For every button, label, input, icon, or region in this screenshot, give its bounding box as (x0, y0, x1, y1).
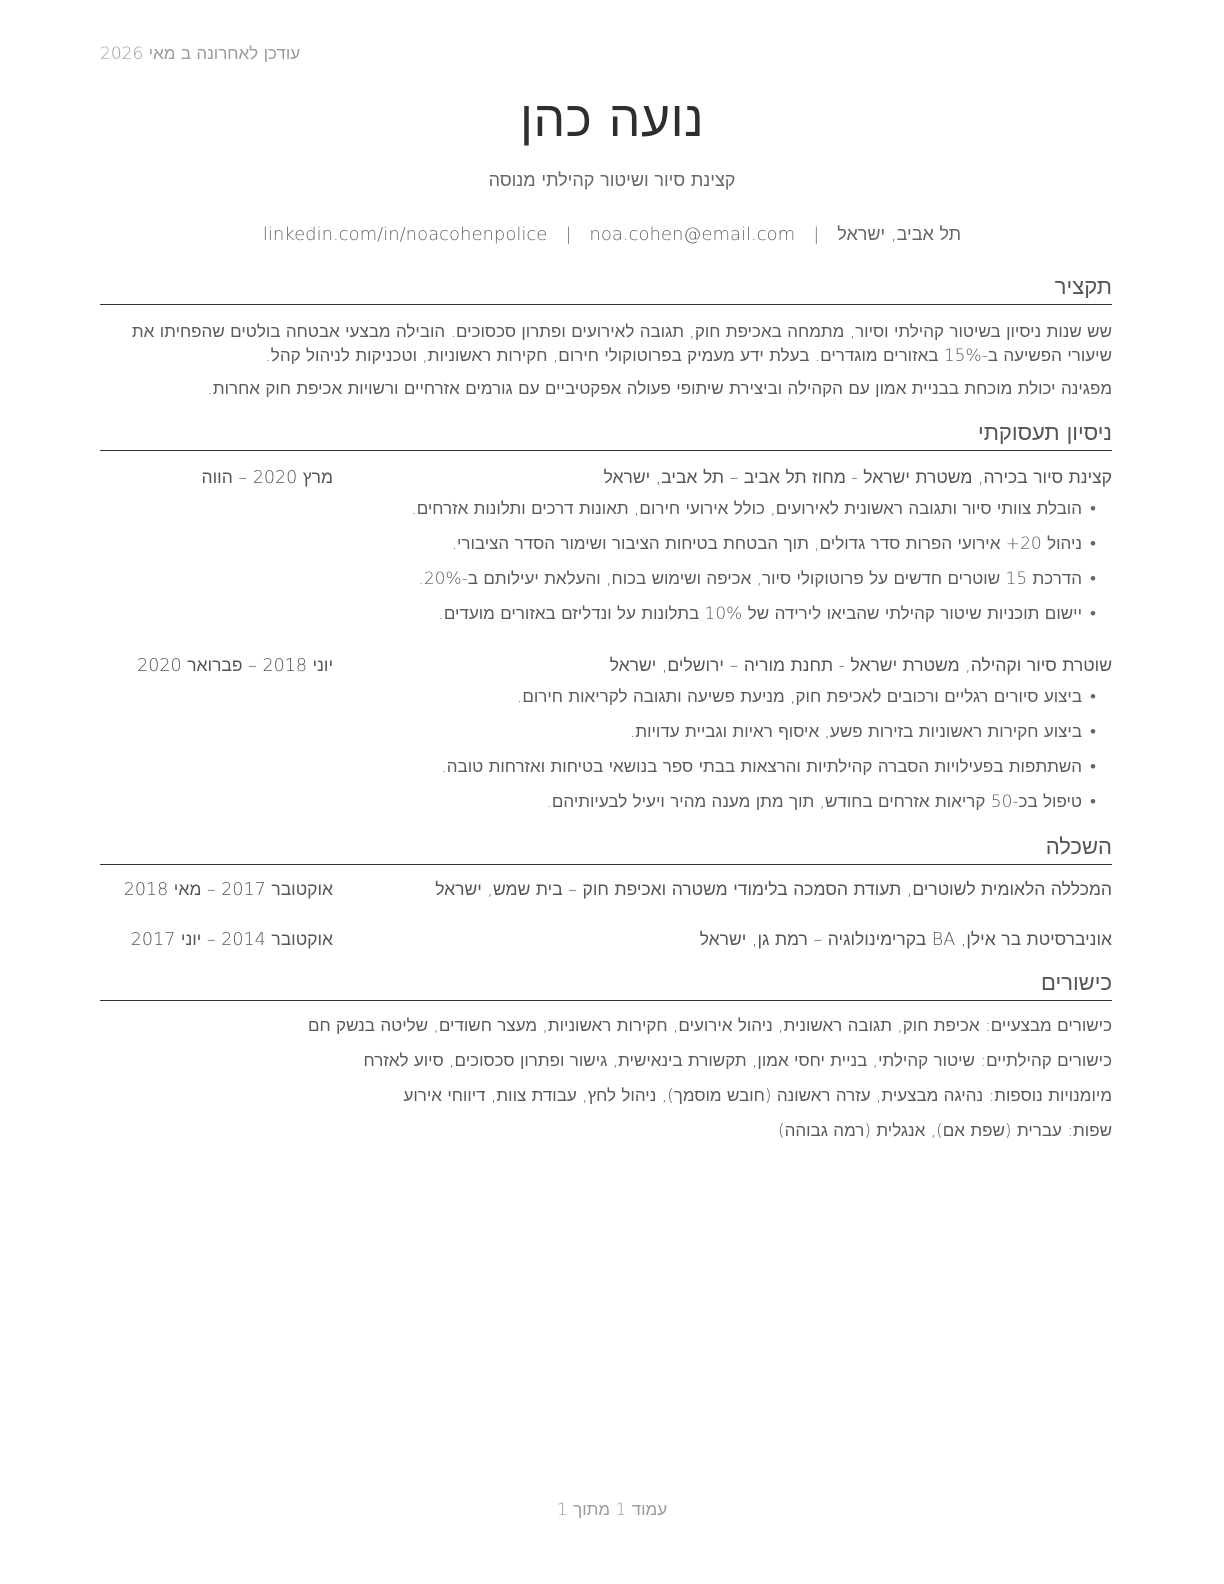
section-heading-experience: ניסיון תעסוקתי (100, 420, 1112, 451)
skills-line: כישורים קהילתיים: שיטור קהילתי, בניית יחסי אמון, תקשורת בינאישית, גישור ופתרון סכסוכים, סיוע לאזרח (363, 1051, 1112, 1071)
job-bullet: • טיפול בכ-50 קריאות אזרחים בחודש, תוך מתן מענה מהיר ויעיל לבעיותיהם. (356, 790, 1096, 814)
job-entry (100, 655, 1112, 825)
education-title: המכללה הלאומית לשוטרים, תעודת הסמכה בלימודי משטרה ואכיפת חוק – בית שמש, ישראל (435, 880, 1112, 900)
summary-body (100, 320, 1112, 410)
job-dates: יוני 2018 – פברואר 2020 (137, 656, 333, 676)
job-bullet: • ביצוע חקירות ראשוניות בזירות פשע, איסוף ראיות וגביית עדויות. (356, 720, 1096, 744)
section-heading-skills: כישורים (100, 970, 1112, 1001)
candidate-name: נועה כהן (519, 90, 705, 148)
job-title: שוטרת סיור וקהילה, משטרת ישראל - תחנת מוריה – ירושלים, ישראל (609, 656, 1112, 676)
contact-location: תל אביב, ישראל (837, 224, 962, 245)
job-bullet: • יישום תוכניות שיטור קהילתי שהביאו לירידה של 10% בתלונות על ונדליזם באזורים מועדים. (356, 602, 1096, 626)
section-heading-education: השכלה (100, 834, 1112, 865)
summary-paragraph: שש שנות ניסיון בשיטור קהילתי וסיור, מתמחה באכיפת חוק, תגובה לאירועים ופתרון סכסוכים. הובילה מבצעי אבטחה בולטים שהפחיתו את שיעורי הפשיעה ב-15% באזורים מוגדרים. בעלת ידע מעמיק בפרוטוקולי חירום, חקירות ראשוניות, וטכניקות לניהול קהל. (131, 322, 1112, 366)
education-dates: אוקטובר 2014 – יוני 2017 (130, 930, 333, 950)
job-bullet: • ביצוע סיורים רגליים ורכובים לאכיפת חוק, מניעת פשיעה ותגובה לקריאות חירום. (356, 685, 1096, 709)
job-bullet: • הדרכת 15 שוטרים חדשים על פרוטוקולי סיור, אכיפה ושימוש בכוח, והעלאת יעילותם ב-20%. (356, 567, 1096, 591)
skills-line: כישורים מבצעיים: אכיפת חוק, תגובה ראשונית, ניהול אירועים, חקירות ראשוניות, מעצר חשודים, שליטה בנשק חם (307, 1016, 1112, 1036)
skills-line: שפות: עברית (שפת אם), אנגלית (רמה גבוהה) (777, 1121, 1112, 1141)
job-bullet: • ניהול 20+ אירועי הפרות סדר גדולים, תוך הבטחת בטיחות הציבור ושימור הסדר הציבורי. (356, 532, 1096, 556)
last-updated-note: עודכן לאחרונה ב מאי 2026 (100, 44, 301, 64)
education-entry (100, 879, 1112, 905)
job-bullet: • הובלת צוותי סיור ותגובה ראשונית לאירועים, כולל אירועי חירום, תאונות דרכים ותלונות אזרחים. (356, 497, 1096, 521)
education-entry (100, 929, 1112, 955)
job-bullet: • השתתפות בפעילויות הסברה קהילתיות והרצאות בבתי ספר בנושאי בטיחות ואזרחות טובה. (356, 755, 1096, 779)
summary-paragraph: מפגינה יכולת מוכחת בבניית אמון עם הקהילה וביצירת שיתופי פעולה אפקטיביים עם גורמים אזרחיים ורשויות אכיפת חוק אחרות. (207, 379, 1112, 399)
candidate-subtitle: קצינת סיור ושיטור קהילתי מנוסה (488, 170, 736, 191)
contact-separator: | (813, 224, 820, 245)
section-heading-summary: תקציר (100, 274, 1112, 305)
education-title: אוניברסיטת בר אילן, BA בקרימינולוגיה – רמת גן, ישראל (699, 930, 1112, 950)
education-dates: אוקטובר 2017 – מאי 2018 (123, 880, 333, 900)
job-title: קצינת סיור בכירה, משטרת ישראל - מחוז תל אביב – תל אביב, ישראל (603, 468, 1112, 488)
job-dates: מרץ 2020 – הווה (201, 468, 333, 488)
job-bullets (356, 685, 1096, 814)
page-number: עמוד 1 מתוך 1 (556, 1500, 668, 1520)
contact-linkedin[interactable]: linkedin.com/in/noacohenpolice (262, 224, 548, 245)
skills-line: מיומנויות נוספות: נהיגה מבצעית, עזרה ראשונה (חובש מוסמך), ניהול לחץ, עבודת צוות, דיווחי אירוע (403, 1086, 1112, 1106)
contact-separator: | (565, 224, 572, 245)
contact-email[interactable]: noa.cohen@email.com (589, 224, 796, 245)
job-entry (100, 467, 1112, 637)
skills-list (100, 1014, 1112, 1154)
job-bullets (356, 497, 1096, 626)
contact-line (0, 224, 1224, 245)
